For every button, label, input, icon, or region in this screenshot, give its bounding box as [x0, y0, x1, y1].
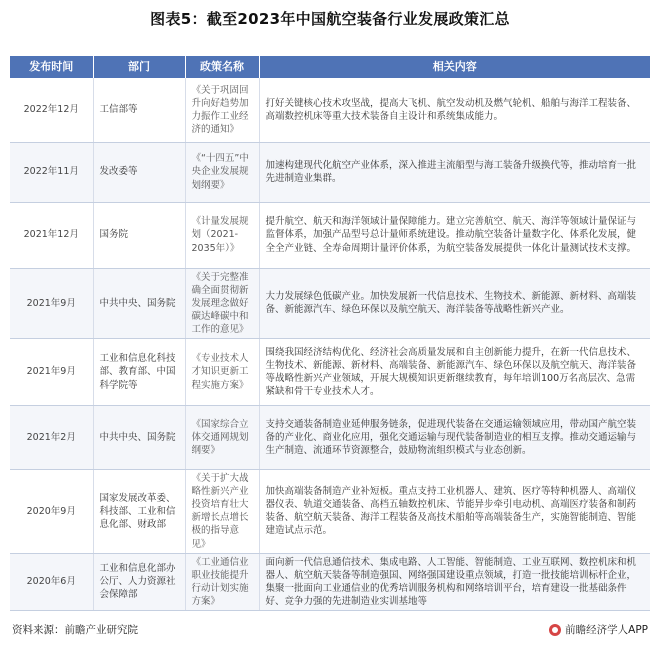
cell-policy-name: 《关于巩固回升向好趋势加力振作工业经济的通知》	[185, 78, 259, 142]
source-note: 资料来源：前瞻产业研究院	[12, 624, 138, 636]
cell-content: 支持交通装备制造业延伸服务链条，促进现代装备在交通运输领域应用，带动国产航空装备的产业化、商业化应用，强化交通运输与现代装备制造业的相互支撑。推动交通运输与生产制造、流通环节资源整合，鼓励物流组织模式与业态创新。	[259, 406, 650, 470]
cell-date: 2021年2月	[10, 406, 93, 470]
cell-dept: 发改委等	[93, 142, 185, 202]
cell-policy-name: 《“十四五”中央企业发展规划纲要》	[185, 142, 259, 202]
cell-dept: 国务院	[93, 202, 185, 268]
header-date: 发布时间	[10, 56, 93, 78]
cell-content: 打好关键核心技术攻坚战，提高大飞机、航空发动机及燃气轮机、船舶与海洋工程装备、高端数控机床等重大技术装备自主设计和系统集成能力。	[259, 78, 650, 142]
table-row	[10, 78, 650, 142]
cell-date: 2020年9月	[10, 470, 93, 554]
brand-logo-icon	[549, 624, 561, 636]
cell-policy-name: 《关于扩大战略性新兴产业投资培育壮大新增长点增长极的指导意见》	[185, 470, 259, 554]
cell-policy-name: 《国家综合立体交通网规划纲要》	[185, 406, 259, 470]
table-row	[10, 553, 650, 610]
cell-date: 2020年6月	[10, 553, 93, 610]
table-row	[10, 339, 650, 406]
page-title: 图表5：截至2023年中国航空装备行业发展政策汇总	[150, 10, 510, 28]
cell-content: 提升航空、航天和海洋领域计量保障能力。建立完善航空、航天、海洋等领域计量保证与监督体系，加强产品型号总计量师系统建设。推动航空装备计量数字化、体系化发展，健全全产业链、全寿命周期计量评价体系，为航空装备发展提供一体化计量测试技术支撑。	[259, 202, 650, 268]
table-row	[10, 268, 650, 339]
table-row	[10, 470, 650, 554]
cell-date: 2021年9月	[10, 339, 93, 406]
cell-dept: 工业和信息化科技部、教育部、中国科学院等	[93, 339, 185, 406]
table-header-row	[10, 56, 650, 78]
cell-content: 加速构建现代化航空产业体系，深入推进主流船型与海工装备升级换代等，推动培育一批先进制造业集群。	[259, 142, 650, 202]
cell-content: 面向新一代信息通信技术、集成电路、人工智能、智能制造、工业互联网、数控机床和机器人、航空航天装备等制造强国、网络强国建设重点领域，打造一批技能培训标杆企业，集聚一批面向工业通信业的优秀培训服务机构和网络培训平台，培育建设一批基础条件好、竞争力强的先进制造业实训基地等	[259, 553, 650, 610]
cell-date: 2021年12月	[10, 202, 93, 268]
table-row	[10, 142, 650, 202]
cell-content: 大力发展绿色低碳产业。加快发展新一代信息技术、生物技术、新能源、新材料、高端装备、新能源汽车、绿色环保以及航空航天、海洋装备等战略性新兴产业。	[259, 268, 650, 339]
table-row	[10, 202, 650, 268]
cell-date: 2021年9月	[10, 268, 93, 339]
cell-date: 2022年12月	[10, 78, 93, 142]
cell-policy-name: 《专业技术人才知识更新工程实施方案》	[185, 339, 259, 406]
cell-dept: 工业和信息化部办公厅、人力资源社会保障部	[93, 553, 185, 610]
cell-dept: 中共中央、国务院	[93, 268, 185, 339]
table-row	[10, 406, 650, 470]
policy-table	[10, 56, 650, 611]
header-content: 相关内容	[259, 56, 650, 78]
cell-dept: 国家发展改革委、科技部、工业和信息化部、财政部	[93, 470, 185, 554]
cell-content: 围绕我国经济结构优化、经济社会高质量发展和自主创新能力提升，在新一代信息技术、生物技术、新能源、新材料、高端装备、新能源汽车、绿色环保以及航空航天、海洋装备等战略性新兴产业领域，开展大规模知识更新继续教育，每年培训100万名高层次、急需紧缺和骨干专业技术人才。	[259, 339, 650, 406]
cell-date: 2022年11月	[10, 142, 93, 202]
cell-dept: 中共中央、国务院	[93, 406, 185, 470]
brand-mark	[549, 622, 648, 637]
cell-policy-name: 《计量发展规划（2021-2035年）》	[185, 202, 259, 268]
cell-policy-name: 《工业通信业职业技能提升行动计划实施方案》	[185, 553, 259, 610]
cell-policy-name: 《关于完整准确全面贯彻新发展理念做好碳达峰碳中和工作的意见》	[185, 268, 259, 339]
brand-label: 前瞻经济学人APP	[565, 624, 648, 636]
header-policy-name: 政策名称	[185, 56, 259, 78]
cell-dept: 工信部等	[93, 78, 185, 142]
header-dept: 部门	[93, 56, 185, 78]
cell-content: 加快高端装备制造产业补短板。重点支持工业机器人、建筑、医疗等特种机器人、高端仪器仪表、轨道交通装备、高档五轴数控机床、节能异步牵引电动机、高端医疗装备和制药装备、航空航天装备、海洋工程装备及高技术船舶等高端装备生产，实施智能制造、智能建造试点示范。	[259, 470, 650, 554]
